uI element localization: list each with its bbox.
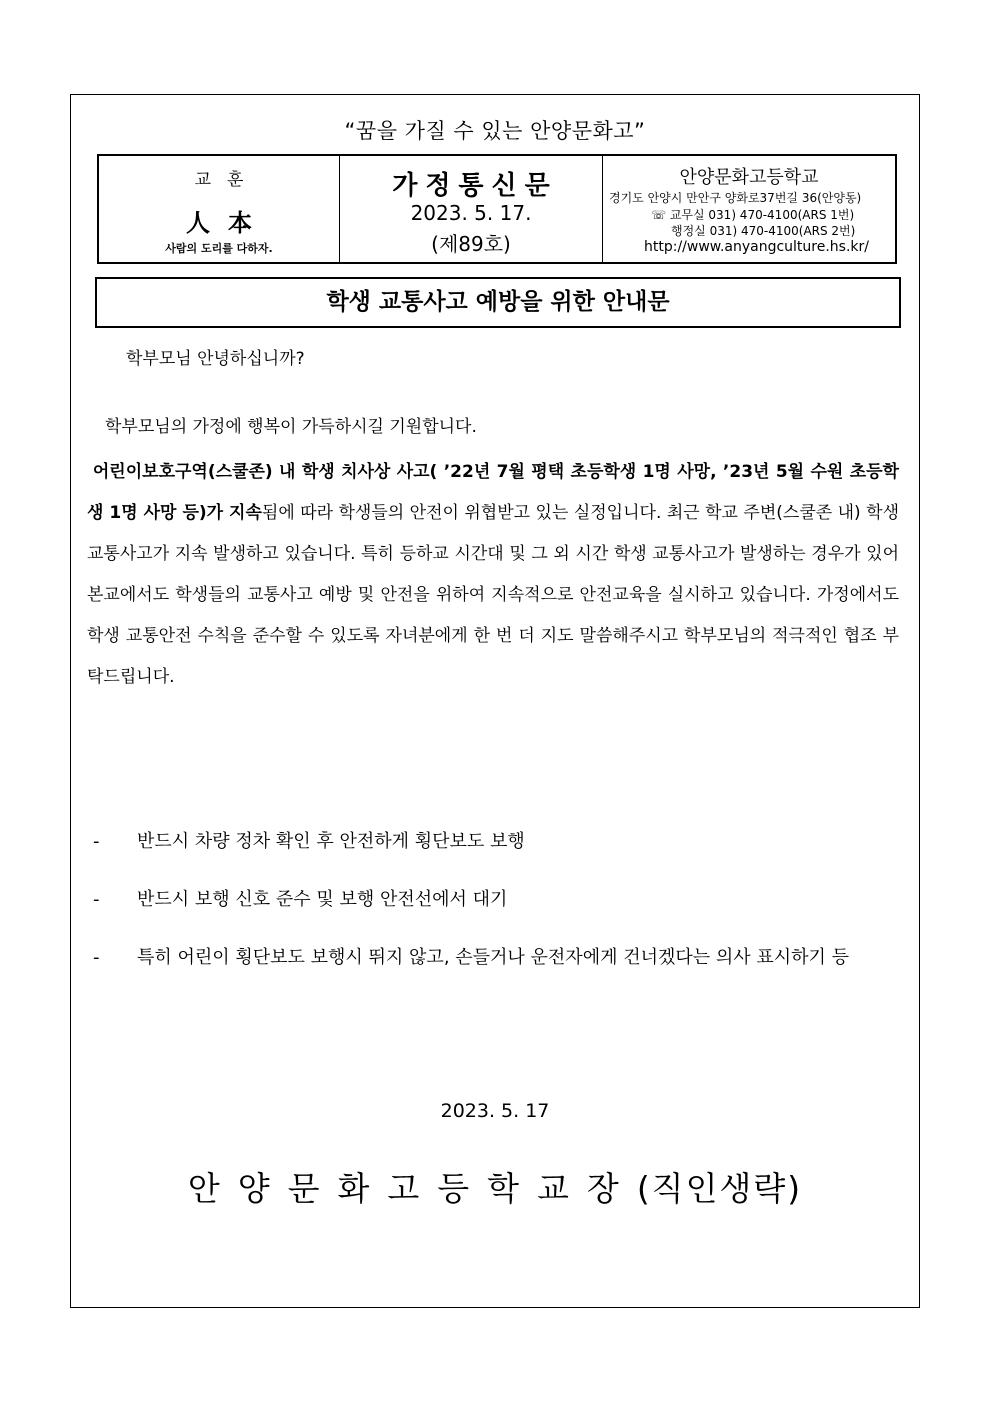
school-slogan: “꿈을 가질 수 있는 안양문화고” (344, 119, 646, 143)
newsletter-title: 가정통신문 (392, 171, 558, 201)
blessing: 학부모님의 가정에 행복이 가득하시길 기원합니다. (105, 417, 477, 437)
signature-name: 안양문화고등학교장 (187, 1169, 637, 1208)
signature-note: (직인생략) (636, 1169, 803, 1208)
safety-rules-list (93, 813, 901, 987)
paragraph-bold: 어린이보호구역(스쿨존) 내 학생 치사상 사고( ’22년 7월 평택 초등학생 1명 사망, ’23년 5월 수원 초등학생 1명 사망 등)가 지속 (87, 462, 899, 523)
bullet-dash: - (93, 889, 100, 910)
bullet-text: 반드시 차량 정차 확인 후 안전하게 횡단보도 보행 (137, 831, 525, 852)
bullet-dash: - (93, 947, 100, 968)
school-phone-admin: 행정실 031) 470-4100(ARS 2번) (671, 224, 856, 238)
school-name: 안양문화고등학교 (679, 167, 819, 188)
document-frame (70, 94, 920, 1308)
bullet-text: 특히 어린이 횡단보도 보행시 뛰지 않고, 손들거나 운전자에게 건너겠다는 의사 표시하기 등 (137, 947, 850, 968)
newsletter-cell (339, 156, 602, 262)
bullet-text: 반드시 보행 신호 준수 및 보행 안전선에서 대기 (137, 889, 508, 910)
main-paragraph (87, 452, 899, 698)
footer-date: 2023. 5. 17 (440, 1100, 550, 1122)
principal-signature (71, 1163, 919, 1210)
list-item (93, 929, 901, 987)
motto-label: 교훈 (194, 170, 260, 190)
list-item (93, 813, 901, 871)
school-url[interactable]: http://www.anyangculture.hs.kr/ (643, 239, 869, 255)
list-item (93, 871, 901, 929)
bullet-dash: - (93, 831, 100, 852)
paragraph-rest: 됨에 따라 학생들의 안전이 위협받고 있는 실정입니다. 최근 학교 주변(스쿨존 내) 학생 교통사고가 지속 발생하고 있습니다. 특히 등하교 시간대 및 그 외 시간 학생 교통사고가 발생하는 경우가 있어 본교에서도 학생들의 교통사고 예방 및 안전을 위하여 지속적으로 안전교육을 실시하고 있습니다. 가정에서도 학생 교통안전 수칙을 준수할 수 있도록 자녀분에게 한 번 더 지도 말씀해주시고 학부모님의 적극적인 협조 부탁드립니다. (87, 503, 899, 687)
school-info-cell (602, 156, 895, 262)
newsletter-issue: (제89호) (431, 232, 511, 256)
motto-cell (99, 156, 339, 262)
newsletter-date: 2023. 5. 17. (410, 201, 532, 225)
notice-title: 학생 교통사고 예방을 위한 안내문 (95, 277, 901, 328)
motto-subtitle: 사람의 도리를 다하자. (165, 242, 273, 255)
school-address: 경기도 안양시 만안구 양화로37번길 36(안양동) (609, 191, 862, 205)
motto-main: 人本 (186, 209, 270, 237)
header-table (97, 154, 897, 264)
school-phone-teachers: ☏ 교무실 031) 470-4100(ARS 1번) (651, 208, 855, 222)
greeting: 학부모님 안녕하십니까? (126, 349, 305, 369)
